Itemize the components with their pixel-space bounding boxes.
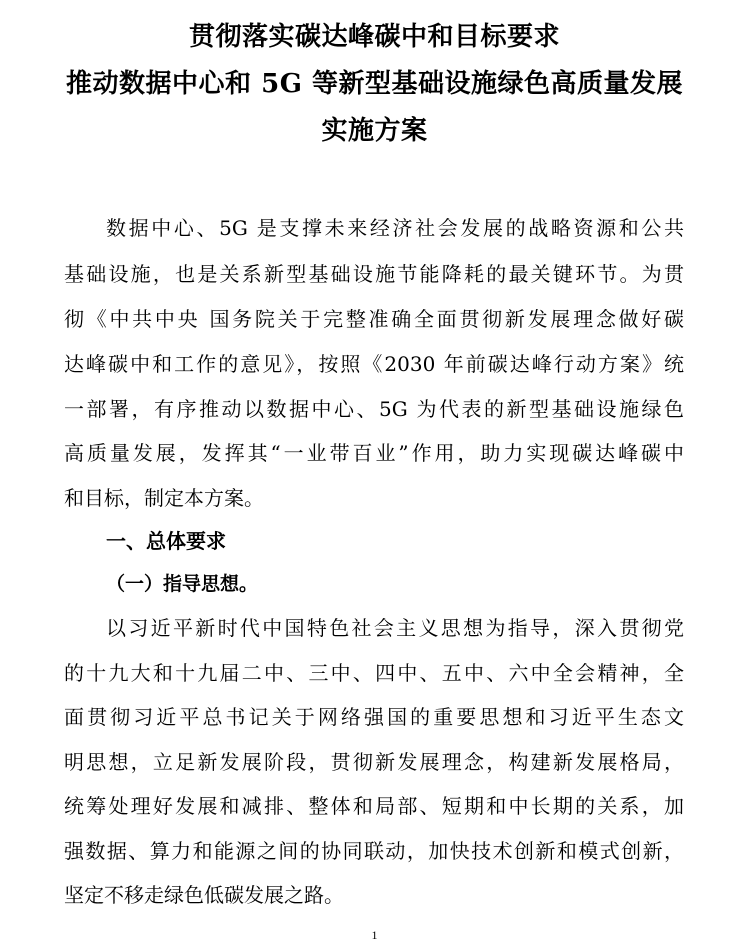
paragraph-line: 统筹处理好发展和减排、整体和局部、短期和中长期的关系，加 — [64, 794, 684, 818]
title-line-2: 推动数据中心和 5G 等新型基础设施绿色高质量发展 — [66, 69, 683, 99]
paragraph-line: 的十九大和十九届二中、三中、四中、五中、六中全会精神，全 — [64, 661, 684, 685]
title-line-3: 实施方案 — [321, 116, 428, 146]
paragraph-line: 以习近平新时代中国特色社会主义思想为指导，深入贯彻党 — [106, 616, 684, 640]
paragraph-line: 达峰碳中和工作的意见》，按照《2030 年前碳达峰行动方案》统 — [64, 352, 684, 376]
section-subheading: （一）指导思想。 — [106, 573, 259, 595]
paragraph-line: 高质量发展，发挥其“一业带百业”作用，助力实现碳达峰碳中 — [64, 441, 684, 465]
paragraph-line: 明思想，立足新发展阶段，贯彻新发展理念，构建新发展格局， — [64, 750, 684, 774]
paragraph-line: 彻《中共中央 国务院关于完整准确全面贯彻新发展理念做好碳 — [64, 307, 684, 331]
paragraph-line: 强数据、算力和能源之间的协同联动，加快技术创新和模式创新， — [64, 839, 684, 863]
page-number: 1 — [371, 928, 378, 942]
section-heading: 一、总体要求 — [106, 529, 226, 553]
paragraph-line: 和目标，制定本方案。 — [64, 486, 264, 510]
paragraph-line: 基础设施，也是关系新型基础设施节能降耗的最关键环节。为贯 — [64, 262, 684, 286]
paragraph-line: 面贯彻习近平总书记关于网络强国的重要思想和习近平生态文 — [64, 705, 684, 729]
paragraph-line: 坚定不移走绿色低碳发展之路。 — [64, 883, 344, 907]
paragraph-line: 一部署，有序推动以数据中心、5G 为代表的新型基础设施绿色 — [64, 397, 684, 421]
title-line-1: 贯彻落实碳达峰碳中和目标要求 — [188, 22, 560, 52]
paragraph-line: 数据中心、5G 是支撑未来经济社会发展的战略资源和公共 — [106, 216, 684, 240]
